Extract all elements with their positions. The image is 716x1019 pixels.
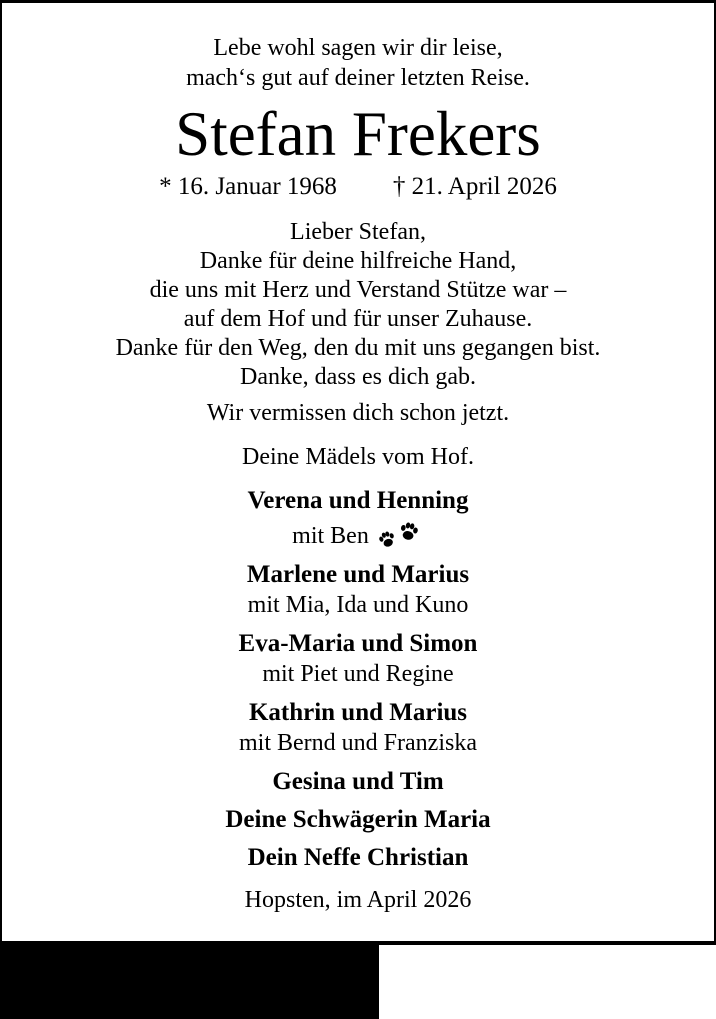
deceased-name: Stefan Frekers [175, 99, 541, 169]
mourner-names: Dein Neffe Christian [247, 844, 469, 871]
place-date-line: Hopsten, im April 2026 [244, 887, 472, 913]
tribute-line-6: Danke, dass es dich gab. [240, 364, 476, 390]
mourner-group [2, 559, 714, 621]
verse-line-1: Lebe wohl sagen wir dir leise, [213, 35, 503, 61]
mourner-names: Marlene und Marius [246, 561, 470, 588]
mourner-group [2, 628, 714, 690]
tribute-line-3: die uns mit Herz und Verstand Stütze war – [149, 277, 567, 303]
mourner-group [2, 804, 714, 835]
mourner-group [2, 485, 714, 552]
mourner-sub-line: mit Mia, Ida und Kuno [247, 592, 469, 618]
death-date: † 21. April 2026 [392, 173, 557, 200]
tribute-line-1: Lieber Stefan, [290, 219, 426, 245]
mourner-sub-line: mit Piet und Regine [262, 661, 454, 687]
tribute-line-2: Danke für deine hilfreiche Hand, [199, 248, 517, 274]
verse-line-2: mach‘s gut auf deiner letzten Reise. [186, 65, 530, 91]
tribute-line-5: Danke für den Weg, den du mit uns gegangen bist. [115, 335, 601, 361]
mourner-names: Kathrin und Marius [248, 699, 468, 726]
mourner-group [2, 766, 714, 797]
mourner-group [2, 697, 714, 759]
mourner-names: Verena und Henning [247, 487, 469, 514]
mourner-sub-line [2, 516, 714, 552]
life-dates [2, 172, 714, 202]
mourner-names: Deine Schwägerin Maria [225, 806, 491, 833]
mourners-list [2, 485, 714, 873]
bottom-black-block [0, 945, 379, 1019]
birth-date: * 16. Januar 1968 [159, 173, 337, 200]
mourner-names: Eva-Maria und Simon [238, 630, 478, 657]
tribute-text [2, 218, 714, 392]
missing-line: Wir vermissen dich schon jetzt. [206, 400, 510, 426]
opening-verse [2, 33, 714, 93]
mourner-names: Gesina und Tim [272, 768, 444, 795]
mourner-sub-text: mit Ben [292, 523, 369, 549]
paw-prints-icon [376, 516, 424, 550]
tribute-line-4: auf dem Hof und für unser Zuhause. [183, 306, 533, 332]
mourner-group [2, 842, 714, 873]
mourner-sub-line: mit Bernd und Franziska [239, 730, 477, 756]
closing-line: Deine Mädels vom Hof. [242, 444, 474, 470]
